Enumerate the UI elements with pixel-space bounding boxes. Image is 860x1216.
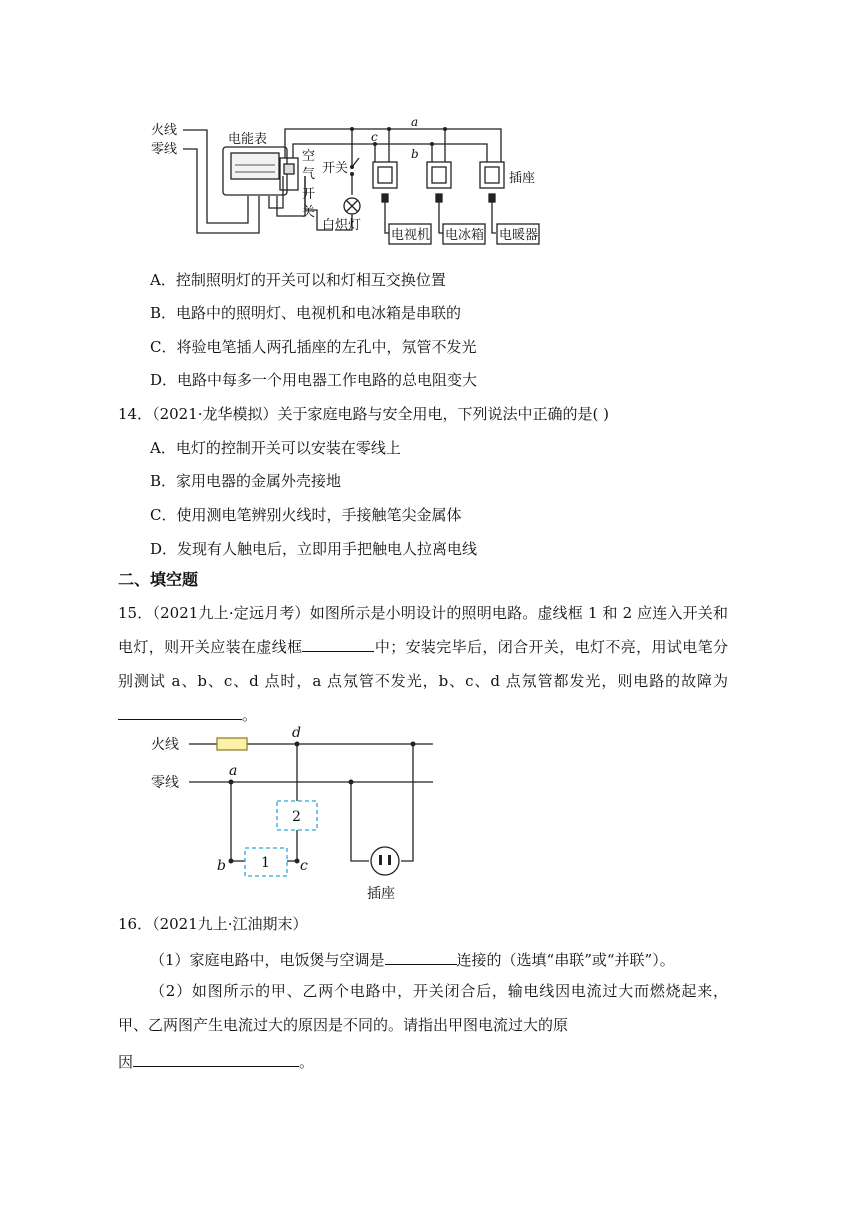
fig1-appliance-fridge: 电冰箱 [445,228,485,243]
q16-part3 [118,1050,314,1072]
q15-text-part1: 15．（2021九上·定远月考）如图所示是小明设计的照明电路。虚线框 1 和 2 应连入开关和电灯，则开关应装在虚线框 [118,604,728,656]
q13-option-c: C．将验电笔插人两孔插座的左孔中，氖管不发光 [150,338,477,356]
fig2-box-2-label: 2 [292,809,301,825]
q16-blank-2[interactable] [133,1050,299,1067]
q15-text-part3: 。 [242,706,258,724]
q16-part1 [150,948,675,970]
fig1-live-wire-label: 火线 [151,123,178,138]
fig1-socket-label: 插座 [509,171,536,186]
fig1-neutral-wire-label: 零线 [151,142,178,157]
fig1-point-a: a [411,115,419,129]
q16-part3-end: 。 [299,1053,315,1071]
fig2-point-a: a [229,763,238,779]
q14-option-d: D．发现有人触电后，立即用手把触电人拉离电线 [150,540,478,558]
fig1-air-switch-char-4: 关 [302,205,316,220]
q16-stem: 16．（2021九上·江油期末） [118,915,308,933]
fig1-lamp-label: 白炽灯 [322,218,362,233]
fig2-socket-label: 插座 [367,886,395,902]
fig1-appliance-heater: 电暖器 [499,228,539,243]
fig2-neutral-wire-label: 零线 [151,775,179,791]
q15-text-part2: 中；安装完毕后，闭合开关，电灯不亮，用试电笔分别测试 a、b、c、d 点时，a 点氖管不发光，b、c、d 点氖管都发光，则电路的故障为 [118,638,728,690]
q16-part2 [118,974,728,1042]
fig2-point-c: c [300,858,308,874]
fig2-point-b: b [217,858,226,874]
q15-blank-2[interactable] [118,703,242,720]
q16-blank-1[interactable] [385,948,457,965]
q16-part3-text: 因 [118,1053,134,1071]
q14-option-a: A．电灯的控制开关可以安装在零线上 [150,439,401,457]
lighting-circuit-diagram [145,722,445,904]
section-fill-in-heading: 二、填空题 [118,570,199,589]
q14-option-c: C．使用测电笔辨别火线时，手接触笔尖金属体 [150,506,462,524]
fig1-appliance-tv: 电视机 [391,228,431,243]
fig1-air-switch-char-1: 空 [302,149,316,164]
q15-text [118,596,728,732]
fig2-box-1-label: 1 [261,855,270,871]
fig1-meter-label: 电能表 [228,132,268,147]
fig1-point-c: c [371,130,378,144]
q13-option-b: B．电路中的照明灯、电视机和电冰箱是串联的 [150,304,462,322]
fig1-air-switch-char-3: 开 [302,187,316,202]
fig1-point-b: b [411,147,419,161]
fig2-point-d: d [292,725,301,741]
q13-option-a: A．控制照明灯的开关可以和灯相互交换位置 [150,271,446,289]
q16-part1-text-a: （1）家庭电路中，电饭煲与空调是 [150,951,385,969]
fig1-air-switch-char-2: 气 [302,167,316,182]
q13-option-d: D．电路中每多一个用电器工作电路的总电阻变大 [150,371,478,389]
q15-blank-1[interactable] [302,635,374,652]
fig1-switch-label: 开关 [322,161,349,176]
household-circuit-diagram [145,112,555,250]
q14-stem: 14．（2021·龙华模拟）关于家庭电路与安全用电，下列说法中正确的是( ) [118,405,610,423]
fig2-live-wire-label: 火线 [151,737,179,753]
q16-part2-text: （2）如图所示的甲、乙两个电路中，开关闭合后，输电线因电流过大而燃烧起来，甲、乙两图产生电流过大的原因是不同的。请指出甲图电流过大的原 [118,982,728,1034]
q14-option-b: B．家用电器的金属外壳接地 [150,472,342,490]
q16-part1-text-b: 连接的（选填“串联”或“并联”）。 [456,951,675,969]
